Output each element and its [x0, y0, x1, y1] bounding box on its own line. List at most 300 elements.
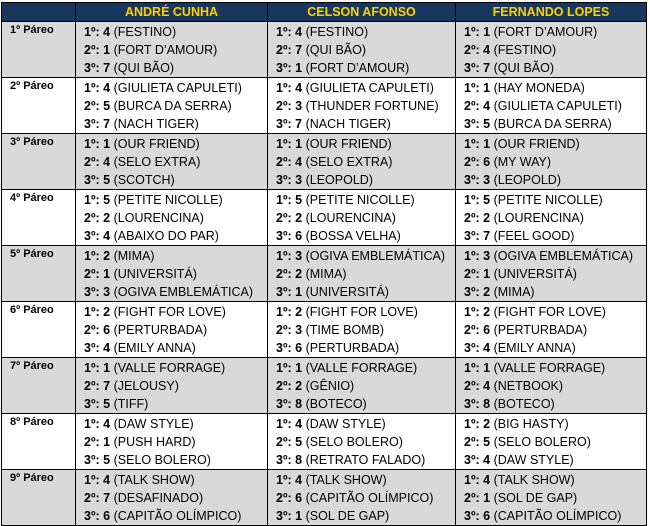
horse-number: 4 — [103, 229, 111, 243]
pick-line — [84, 171, 267, 189]
horse-number: 2 — [483, 285, 491, 299]
picks-cell — [456, 470, 647, 526]
picks-cell — [268, 302, 456, 358]
horse-name: (TIFF) — [113, 397, 149, 411]
horse-number: 1 — [103, 361, 111, 375]
pick-line — [464, 451, 646, 469]
pick-position: 3º: — [464, 509, 480, 523]
pick-position: 3º: — [464, 173, 480, 187]
pick-line — [276, 209, 455, 227]
pick-line — [464, 321, 646, 339]
horse-number: 1 — [295, 61, 303, 75]
race-label: 7º Páreo — [2, 358, 76, 414]
horse-number: 7 — [103, 491, 111, 505]
horse-name: (SELO EXTRA) — [305, 155, 393, 169]
pick-line — [276, 321, 455, 339]
pick-line — [84, 283, 267, 301]
horse-name: (NACH TIGER) — [305, 117, 391, 131]
horse-name: (BOTECO) — [493, 397, 555, 411]
pick-position: 2º: — [276, 43, 292, 57]
race-label: 4º Páreo — [2, 190, 76, 246]
pick-line — [464, 283, 646, 301]
pick-position: 2º: — [84, 323, 100, 337]
horse-name: (TALK SHOW) — [305, 473, 387, 487]
pick-line — [84, 191, 267, 209]
pick-line — [276, 191, 455, 209]
horse-name: (VALLE FORRAGE) — [305, 361, 418, 375]
horse-name: (FEEL GOOD) — [493, 229, 575, 243]
pick-line — [276, 247, 455, 265]
pick-position: 3º: — [84, 117, 100, 131]
horse-name: (GIULIETA CAPULETI) — [493, 99, 622, 113]
horse-name: (QUI BÃO) — [305, 43, 367, 57]
pick-line — [464, 359, 646, 377]
pick-position: 2º: — [276, 379, 292, 393]
picks-cell — [268, 414, 456, 470]
horse-number: 4 — [295, 473, 303, 487]
pick-line — [464, 209, 646, 227]
horse-number: 1 — [295, 361, 303, 375]
horse-number: 8 — [483, 397, 491, 411]
horse-name: (SOL DE GAP) — [305, 509, 390, 523]
horse-number: 5 — [103, 193, 111, 207]
picks-cell — [76, 134, 268, 190]
horse-number: 3 — [295, 173, 303, 187]
horse-name: (OUR FRIEND) — [113, 137, 200, 151]
pick-position: 3º: — [464, 285, 480, 299]
horse-number: 7 — [483, 61, 491, 75]
horse-name: (FESTINO) — [113, 25, 177, 39]
horse-name: (BIG HASTY) — [493, 417, 569, 431]
race-label: 1º Páreo — [2, 22, 76, 78]
horse-name: (EMILY ANNA) — [113, 341, 196, 355]
pick-position: 1º: — [84, 81, 100, 95]
pick-line — [84, 23, 267, 41]
pick-line — [84, 395, 267, 413]
horse-number: 1 — [295, 285, 303, 299]
horse-number: 6 — [103, 509, 111, 523]
pick-line — [464, 115, 646, 133]
pick-position: 3º: — [276, 397, 292, 411]
horse-number: 4 — [483, 453, 491, 467]
picks-cell — [76, 358, 268, 414]
pick-position: 1º: — [84, 25, 100, 39]
horse-number: 4 — [483, 379, 491, 393]
horse-name: (DESAFINADO) — [113, 491, 204, 505]
horse-number: 5 — [295, 435, 303, 449]
race-row — [2, 302, 647, 358]
pick-position: 3º: — [276, 453, 292, 467]
horse-number: 5 — [103, 99, 111, 113]
horse-number: 5 — [103, 453, 111, 467]
horse-name: (SCOTCH) — [113, 173, 175, 187]
pick-position: 1º: — [276, 361, 292, 375]
picks-cell — [456, 134, 647, 190]
pick-line — [276, 135, 455, 153]
pick-position: 2º: — [276, 491, 292, 505]
pick-position: 3º: — [276, 61, 292, 75]
horse-number: 4 — [103, 341, 111, 355]
pick-position: 2º: — [276, 435, 292, 449]
horse-name: (TALK SHOW) — [113, 473, 195, 487]
horse-name: (OGIVA EMBLEMÁTICA) — [305, 249, 445, 263]
race-label: 8º Páreo — [2, 414, 76, 470]
pick-line — [464, 59, 646, 77]
pick-position: 3º: — [464, 453, 480, 467]
horse-name: (LEOPOLD) — [493, 173, 561, 187]
horse-number: 2 — [295, 211, 303, 225]
pick-line — [276, 377, 455, 395]
horse-name: (CAPITÃO OLÍMPICO) — [113, 509, 242, 523]
horse-name: (FESTINO) — [305, 25, 369, 39]
pick-line — [464, 489, 646, 507]
pick-line — [464, 415, 646, 433]
horse-name: (OUR FRIEND) — [493, 137, 580, 151]
horse-number: 2 — [103, 249, 111, 263]
horse-number: 1 — [103, 267, 111, 281]
header-celson-afonso: CELSON AFONSO — [268, 3, 456, 22]
pick-line — [276, 451, 455, 469]
picks-cell — [456, 78, 647, 134]
horse-name: (PETITE NICOLLE) — [493, 193, 603, 207]
pick-line — [464, 79, 646, 97]
pick-line — [464, 471, 646, 489]
horse-name: (FORT D’AMOUR) — [305, 61, 410, 75]
horse-number: 5 — [483, 435, 491, 449]
pick-line — [276, 23, 455, 41]
pick-line — [276, 171, 455, 189]
horse-name: (OUR FRIEND) — [305, 137, 392, 151]
horse-name: (FIGHT FOR LOVE) — [493, 305, 606, 319]
pick-line — [84, 377, 267, 395]
horse-number: 1 — [483, 137, 491, 151]
picks-cell — [268, 134, 456, 190]
pick-position: 3º: — [84, 229, 100, 243]
pick-position: 3º: — [276, 229, 292, 243]
horse-name: (LOURENCINA) — [113, 211, 204, 225]
pick-position: 2º: — [464, 491, 480, 505]
picks-cell — [268, 22, 456, 78]
horse-name: (GIULIETA CAPULETI) — [305, 81, 434, 95]
pick-line — [276, 395, 455, 413]
pick-line — [84, 451, 267, 469]
horse-number: 6 — [483, 155, 491, 169]
pick-line — [276, 339, 455, 357]
horse-name: (PETITE NICOLLE) — [305, 193, 415, 207]
horse-number: 4 — [295, 417, 303, 431]
header-fernando-lopes: FERNANDO LOPES — [456, 3, 647, 22]
horse-number: 8 — [295, 453, 303, 467]
race-row — [2, 22, 647, 78]
horse-name: (VALLE FORRAGE) — [113, 361, 226, 375]
horse-name: (EMILY ANNA) — [493, 341, 576, 355]
pick-position: 3º: — [84, 397, 100, 411]
horse-number: 5 — [103, 397, 111, 411]
horse-number: 1 — [483, 25, 491, 39]
horse-name: (PERTURBADA) — [305, 341, 400, 355]
pick-line — [276, 41, 455, 59]
pick-line — [84, 415, 267, 433]
pick-line — [464, 247, 646, 265]
horse-name: (DAW STYLE) — [305, 417, 386, 431]
pick-position: 1º: — [276, 137, 292, 151]
pick-position: 1º: — [276, 25, 292, 39]
horse-number: 2 — [483, 211, 491, 225]
pick-line — [464, 339, 646, 357]
horse-name: (TALK SHOW) — [493, 473, 575, 487]
pick-position: 2º: — [464, 99, 480, 113]
horse-name: (NETBOOK) — [493, 379, 564, 393]
horse-name: (PERTURBADA) — [493, 323, 588, 337]
horse-number: 1 — [103, 43, 111, 57]
pick-line — [276, 97, 455, 115]
pick-position: 3º: — [464, 61, 480, 75]
horse-number: 4 — [295, 81, 303, 95]
horse-number: 7 — [295, 43, 303, 57]
pick-line — [276, 415, 455, 433]
pick-position: 2º: — [84, 211, 100, 225]
horse-name: (MIMA) — [113, 249, 155, 263]
horse-number: 5 — [483, 193, 491, 207]
horse-name: (BOSSA VELHA) — [305, 229, 401, 243]
pick-position: 1º: — [276, 305, 292, 319]
pick-position: 1º: — [84, 305, 100, 319]
picks-cell — [76, 22, 268, 78]
pick-line — [84, 339, 267, 357]
picks-cell — [268, 190, 456, 246]
pick-line — [84, 359, 267, 377]
pick-position: 1º: — [464, 25, 480, 39]
horse-name: (LEOPOLD) — [305, 173, 373, 187]
pick-line — [84, 433, 267, 451]
pick-line — [276, 507, 455, 525]
pick-line — [464, 41, 646, 59]
picks-cell — [456, 190, 647, 246]
horse-number: 1 — [483, 267, 491, 281]
pick-line — [276, 265, 455, 283]
picks-cell — [268, 358, 456, 414]
horse-name: (FORT D’AMOUR) — [493, 25, 598, 39]
horse-name: (JELOUSY) — [113, 379, 179, 393]
pick-position: 2º: — [276, 267, 292, 281]
pick-position: 2º: — [84, 267, 100, 281]
pick-position: 2º: — [276, 99, 292, 113]
pick-line — [276, 79, 455, 97]
horse-name: (SOL DE GAP) — [493, 491, 578, 505]
horse-name: (UNIVERSITÁ) — [305, 285, 389, 299]
pick-position: 3º: — [84, 61, 100, 75]
pick-position: 1º: — [84, 417, 100, 431]
pick-position: 2º: — [276, 211, 292, 225]
picks-cell — [76, 78, 268, 134]
horse-number: 3 — [295, 249, 303, 263]
race-row — [2, 470, 647, 526]
picks-cell — [268, 78, 456, 134]
horse-name: (CAPITÃO OLÍMPICO) — [305, 491, 434, 505]
horse-name: (SELO BOLERO) — [113, 453, 211, 467]
race-row — [2, 358, 647, 414]
pick-position: 2º: — [84, 155, 100, 169]
pick-line — [84, 265, 267, 283]
pick-position: 2º: — [464, 323, 480, 337]
horse-number: 7 — [295, 117, 303, 131]
pick-position: 1º: — [276, 417, 292, 431]
pick-position: 1º: — [84, 137, 100, 151]
pick-line — [84, 489, 267, 507]
horse-name: (LOURENCINA) — [493, 211, 584, 225]
pick-position: 3º: — [464, 229, 480, 243]
pick-line — [84, 135, 267, 153]
horse-name: (FESTINO) — [493, 43, 557, 57]
horse-name: (HAY MONEDA) — [493, 81, 585, 95]
pick-position: 3º: — [84, 285, 100, 299]
horse-number: 3 — [295, 99, 303, 113]
pick-position: 2º: — [84, 379, 100, 393]
horse-name: (LOURENCINA) — [305, 211, 396, 225]
race-label: 2º Páreo — [2, 78, 76, 134]
horse-number: 2 — [483, 417, 491, 431]
race-row — [2, 78, 647, 134]
horse-number: 2 — [483, 305, 491, 319]
pick-position: 1º: — [464, 249, 480, 263]
header-corner — [2, 3, 76, 22]
picks-cell — [456, 302, 647, 358]
pick-line — [84, 59, 267, 77]
picks-cell — [456, 22, 647, 78]
pick-position: 2º: — [464, 211, 480, 225]
horse-name: (OGIVA EMBLEMÁTICA) — [113, 285, 253, 299]
pick-position: 3º: — [84, 341, 100, 355]
horse-number: 4 — [295, 155, 303, 169]
pick-line — [84, 247, 267, 265]
horse-number: 7 — [103, 379, 111, 393]
horse-name: (QUI BÃO) — [113, 61, 175, 75]
race-label: 9º Páreo — [2, 470, 76, 526]
pick-position: 1º: — [84, 193, 100, 207]
pick-line — [84, 115, 267, 133]
horse-number: 2 — [103, 211, 111, 225]
horse-name: (BOTECO) — [305, 397, 367, 411]
horse-number: 4 — [483, 473, 491, 487]
horse-name: (DAW STYLE) — [113, 417, 194, 431]
pick-position: 3º: — [276, 173, 292, 187]
pick-line — [84, 41, 267, 59]
picks-cell — [76, 190, 268, 246]
horse-name: (BURCA DA SERRA) — [493, 117, 612, 131]
horse-name: (TIME BOMB) — [305, 323, 385, 337]
horse-number: 3 — [103, 285, 111, 299]
pick-line — [276, 115, 455, 133]
horse-number: 3 — [483, 249, 491, 263]
pick-position: 3º: — [84, 509, 100, 523]
pick-line — [464, 395, 646, 413]
pick-line — [464, 171, 646, 189]
pick-position: 3º: — [276, 285, 292, 299]
pick-line — [276, 359, 455, 377]
horse-number: 5 — [483, 117, 491, 131]
horse-name: (GÊNIO) — [305, 379, 355, 393]
pick-position: 2º: — [84, 435, 100, 449]
horse-number: 2 — [295, 305, 303, 319]
pick-position: 1º: — [464, 417, 480, 431]
pick-line — [464, 377, 646, 395]
pick-line — [84, 227, 267, 245]
race-row — [2, 414, 647, 470]
horse-number: 6 — [103, 323, 111, 337]
header-andre-cunha: ANDRÉ CUNHA — [76, 3, 268, 22]
pick-line — [276, 59, 455, 77]
pick-position: 2º: — [84, 99, 100, 113]
pick-line — [464, 135, 646, 153]
horse-number: 3 — [483, 173, 491, 187]
horse-name: (SELO BOLERO) — [305, 435, 403, 449]
pick-position: 2º: — [464, 267, 480, 281]
pick-line — [464, 153, 646, 171]
picks-cell — [456, 358, 647, 414]
horse-number: 4 — [483, 43, 491, 57]
pick-position: 2º: — [464, 43, 480, 57]
pick-line — [464, 23, 646, 41]
race-row — [2, 134, 647, 190]
horse-number: 3 — [295, 323, 303, 337]
pick-line — [276, 433, 455, 451]
horse-name: (FIGHT FOR LOVE) — [113, 305, 226, 319]
race-row — [2, 190, 647, 246]
horse-number: 1 — [295, 509, 303, 523]
pick-position: 2º: — [464, 379, 480, 393]
pick-line — [464, 191, 646, 209]
pick-position: 1º: — [464, 305, 480, 319]
horse-number: 6 — [483, 323, 491, 337]
horse-name: (BURCA DA SERRA) — [113, 99, 232, 113]
horse-number: 5 — [295, 193, 303, 207]
pick-position: 3º: — [464, 341, 480, 355]
horse-number: 4 — [103, 155, 111, 169]
pick-line — [464, 433, 646, 451]
header-row — [2, 3, 647, 22]
predictions-table — [1, 2, 647, 526]
horse-number: 4 — [103, 417, 111, 431]
horse-number: 4 — [103, 81, 111, 95]
pick-position: 2º: — [464, 155, 480, 169]
horse-name: (QUI BÃO) — [493, 61, 555, 75]
horse-number: 1 — [295, 137, 303, 151]
horse-name: (MY WAY) — [493, 155, 552, 169]
pick-line — [464, 227, 646, 245]
pick-line — [464, 265, 646, 283]
pick-line — [464, 303, 646, 321]
horse-name: (SELO EXTRA) — [113, 155, 201, 169]
horse-number: 2 — [295, 267, 303, 281]
horse-name: (ABAIXO DO PAR) — [113, 229, 219, 243]
pick-line — [276, 471, 455, 489]
horse-number: 7 — [483, 229, 491, 243]
pick-position: 3º: — [276, 341, 292, 355]
pick-position: 1º: — [464, 473, 480, 487]
horse-name: (PETITE NICOLLE) — [113, 193, 223, 207]
pick-position: 2º: — [84, 43, 100, 57]
pick-position: 1º: — [464, 193, 480, 207]
horse-number: 4 — [483, 341, 491, 355]
horse-number: 6 — [295, 341, 303, 355]
pick-line — [84, 321, 267, 339]
pick-position: 2º: — [464, 435, 480, 449]
pick-position: 3º: — [276, 509, 292, 523]
horse-number: 4 — [103, 473, 111, 487]
pick-line — [84, 79, 267, 97]
horse-number: 1 — [483, 81, 491, 95]
horse-number: 2 — [295, 379, 303, 393]
